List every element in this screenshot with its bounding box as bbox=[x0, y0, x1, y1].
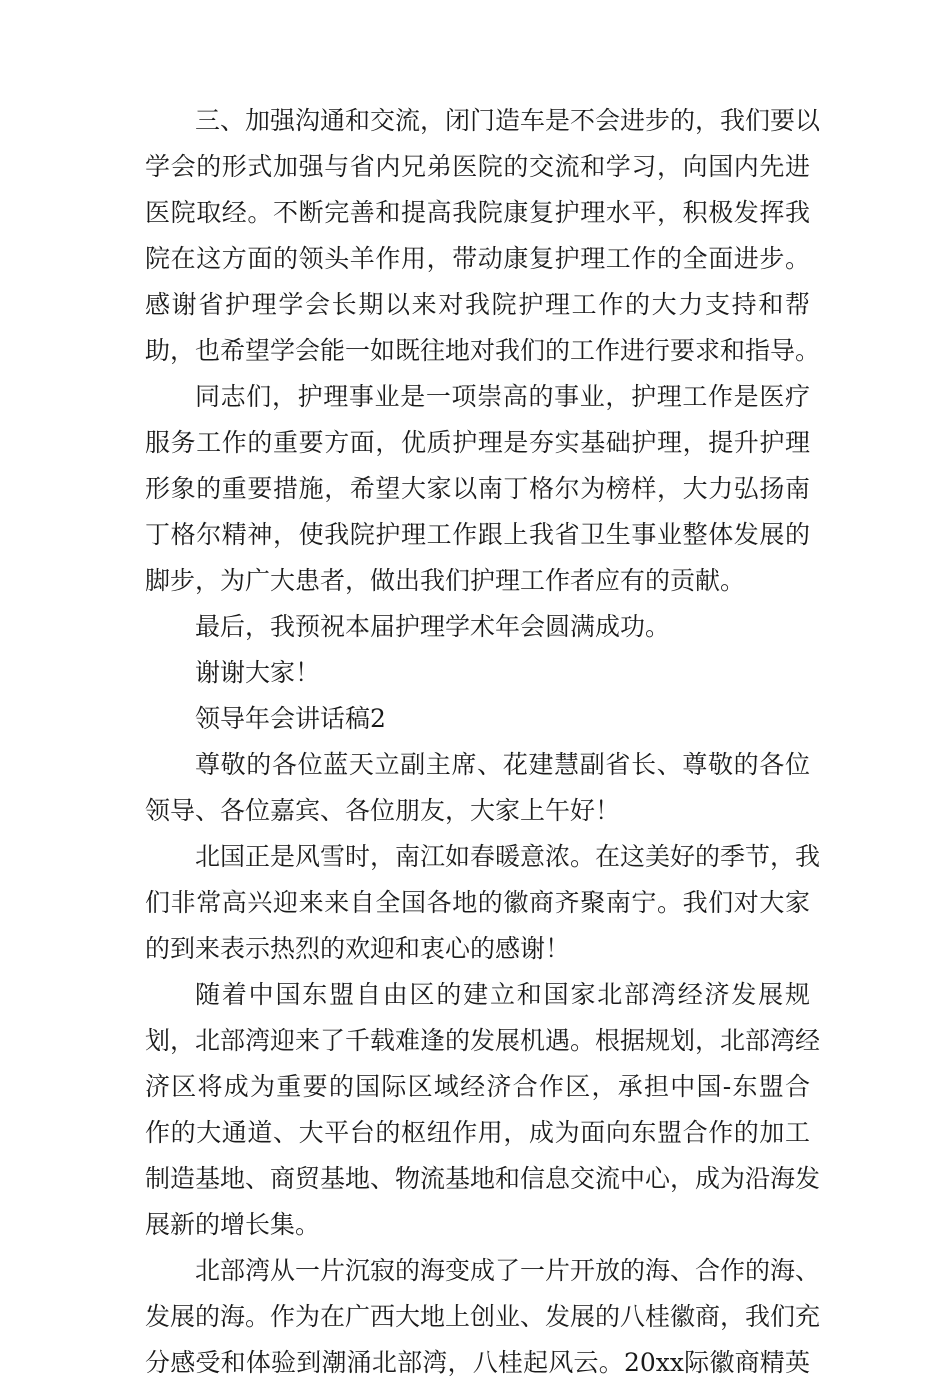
text-line: 丁格尔精神，使我院护理工作跟上我省卫生事业整体发展的 bbox=[145, 520, 810, 549]
text-line: 学会的形式加强与省内兄弟医院的交流和学习，向国内先进 bbox=[145, 152, 810, 181]
text-line: 医院取经。不断完善和提高我院康复护理水平，积极发挥我 bbox=[145, 198, 810, 227]
text-line: 制造基地、商贸基地、物流基地和信息交流中心，成为沿海发 bbox=[145, 1164, 821, 1193]
text-line: 形象的重要措施，希望大家以南丁格尔为榜样，大力弘扬南 bbox=[145, 474, 810, 503]
text-line: 济区将成为重要的国际区域经济合作区，承担中国-东盟合 bbox=[145, 1072, 810, 1101]
text-line: 领导、各位嘉宾、各位朋友，大家上午好！ bbox=[145, 796, 621, 825]
text-line: 划，北部湾迎来了千载难逢的发展机遇。根据规划，北部湾经 bbox=[145, 1026, 821, 1055]
document-body bbox=[145, 98, 821, 1386]
text-line: 服务工作的重要方面，优质护理是夯实基础护理，提升护理 bbox=[145, 428, 810, 457]
text-line: 同志们，护理事业是一项崇高的事业，护理工作是医疗 bbox=[195, 382, 810, 411]
text-line: 脚步，为广大患者，做出我们护理工作者应有的贡献。 bbox=[145, 566, 746, 595]
text-line: 随着中国东盟自由区的建立和国家北部湾经济发展规 bbox=[195, 980, 810, 1009]
section-heading: 领导年会讲话稿2 bbox=[195, 704, 386, 733]
text-line: 发展的海。作为在广西大地上创业、发展的八桂徽商，我们充 bbox=[145, 1302, 821, 1331]
text-line: 尊敬的各位蓝天立副主席、花建慧副省长、尊敬的各位 bbox=[195, 750, 810, 779]
text-line: 北部湾从一片沉寂的海变成了一片开放的海、合作的海、 bbox=[195, 1256, 821, 1285]
text-line: 感谢省护理学会长期以来对我院护理工作的大力支持和帮 bbox=[145, 290, 810, 319]
text-line: 分感受和体验到潮涌北部湾，八桂起风云。20xx际徽商精英 bbox=[145, 1348, 810, 1377]
text-line: 最后，我预祝本届护理学术年会圆满成功。 bbox=[195, 612, 671, 641]
text-line: 作的大通道、大平台的枢纽作用，成为面向东盟合作的加工 bbox=[145, 1118, 810, 1147]
text-line: 们非常高兴迎来来自全国各地的徽商齐聚南宁。我们对大家 bbox=[145, 888, 810, 917]
text-line: 北国正是风雪时，南江如春暖意浓。在这美好的季节，我 bbox=[195, 842, 821, 871]
text-line: 的到来表示热烈的欢迎和衷心的感谢！ bbox=[145, 934, 571, 963]
text-line: 三、加强沟通和交流，闭门造车是不会进步的，我们要以 bbox=[195, 106, 821, 135]
text-line: 院在这方面的领头羊作用，带动康复护理工作的全面进步。 bbox=[145, 244, 810, 273]
text-line: 展新的增长集。 bbox=[145, 1210, 321, 1239]
text-line: 助，也希望学会能一如既往地对我们的工作进行要求和指导。 bbox=[145, 336, 821, 365]
text-line: 谢谢大家！ bbox=[195, 658, 321, 687]
